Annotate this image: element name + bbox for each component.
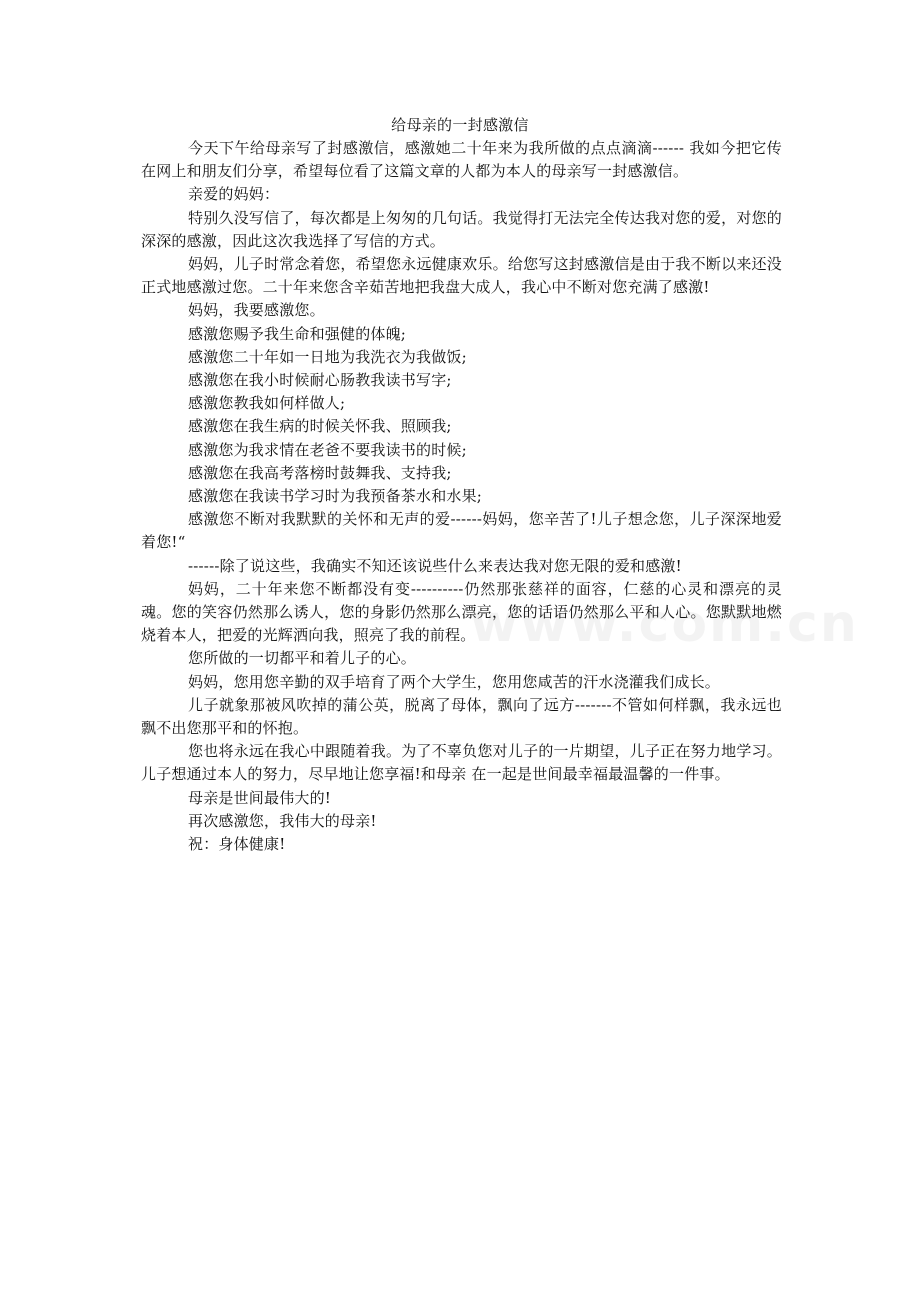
- paragraph: 您所做的一切都平和着儿子的心。: [188, 649, 417, 668]
- paragraph: 儿子就象那被风吹掉的蒲公英，脱离了母体，飘向了远方-------不管如何样飘，我永远也飘不出您那平和的怀抱。: [141, 695, 782, 738]
- paragraph: 感激您赐予我生命和强健的体魄;: [188, 324, 407, 343]
- paragraph: 感激您在我生病的时候关怀我、照顾我;: [188, 417, 452, 436]
- paragraph: 感激您在我小时候耐心肠教我读书写字;: [188, 371, 452, 390]
- document-title: 给母亲的一封感激信: [391, 116, 529, 134]
- paragraph: ------除了说这些，我确实不知还该说些什么来表达我对您无限的爱和感激!: [188, 556, 682, 575]
- paragraph: 妈妈，我要感激您。: [188, 301, 325, 320]
- paragraph: 再次感激您，我伟大的母亲!: [188, 811, 377, 830]
- paragraph: 感激您教我如何样做人;: [188, 394, 346, 413]
- document-body: [141, 137, 782, 856]
- paragraph: 感激您在我高考落榜时鼓舞我、支持我;: [188, 463, 452, 482]
- paragraph: 妈妈，您用您辛勤的双手培育了两个大学生，您用您咸苦的汗水浇灌我们成长。: [188, 672, 721, 691]
- paragraph: 妈妈，儿子时常念着您，希望您永远健康欢乐。给您写这封感激信是由于我不断以来还没正式地感激过您。二十年来您含辛茹苦地把我盘大成人，我心中不断对您充满了感激!: [141, 255, 782, 297]
- paragraph: 感激您在我读书学习时为我预备茶水和水果;: [188, 487, 483, 506]
- paragraph: 今天下午给母亲写了封感激信，感激她二十年来为我所做的点点滴滴------ 我如今把它传在网上和朋友们分享，希望每位看了这篇文章的人都为本人的母亲写一封感激信。: [141, 139, 782, 181]
- paragraph: 亲爱的妈妈：: [188, 185, 280, 204]
- paragraph: 感激您二十年如一日地为我洗衣为我做饭;: [188, 347, 467, 366]
- paragraph: 祝：身体健康!: [188, 835, 286, 854]
- paragraph: 母亲是世间最伟大的!: [188, 788, 332, 807]
- paragraph: 感激您不断对我默默的关怀和无声的爱------妈妈，您辛苦了!儿子想念您，儿子深深地爱着您!“: [141, 510, 782, 552]
- paragraph: 您也将永远在我心中跟随着我。为了不辜负您对儿子的一片期望，儿子正在努力地学习。儿子想通过本人的努力，尽早地让您享福!和母亲 在一起是世间最幸福最温馨的一件事。: [141, 742, 782, 784]
- paragraph: 妈妈，二十年来您不断都没有变----------仍然那张慈祥的面容，仁慈的心灵和漂亮的灵魂。您的笑容仍然那么诱人，您的身影仍然那么漂亮，您的话语仍然那么平和人心。您默默地燃烧着本人，把爱的光辉洒向我，照亮了我的前程。: [141, 579, 782, 645]
- paragraph: 感激您为我求情在老爸不要我读书的时候;: [188, 440, 467, 459]
- paragraph: 特别久没写信了，每次都是上匆匆的几句话。我觉得打无法完全传达我对您的爱，对您的深深的感激，因此这次我选择了写信的方式。: [141, 208, 782, 250]
